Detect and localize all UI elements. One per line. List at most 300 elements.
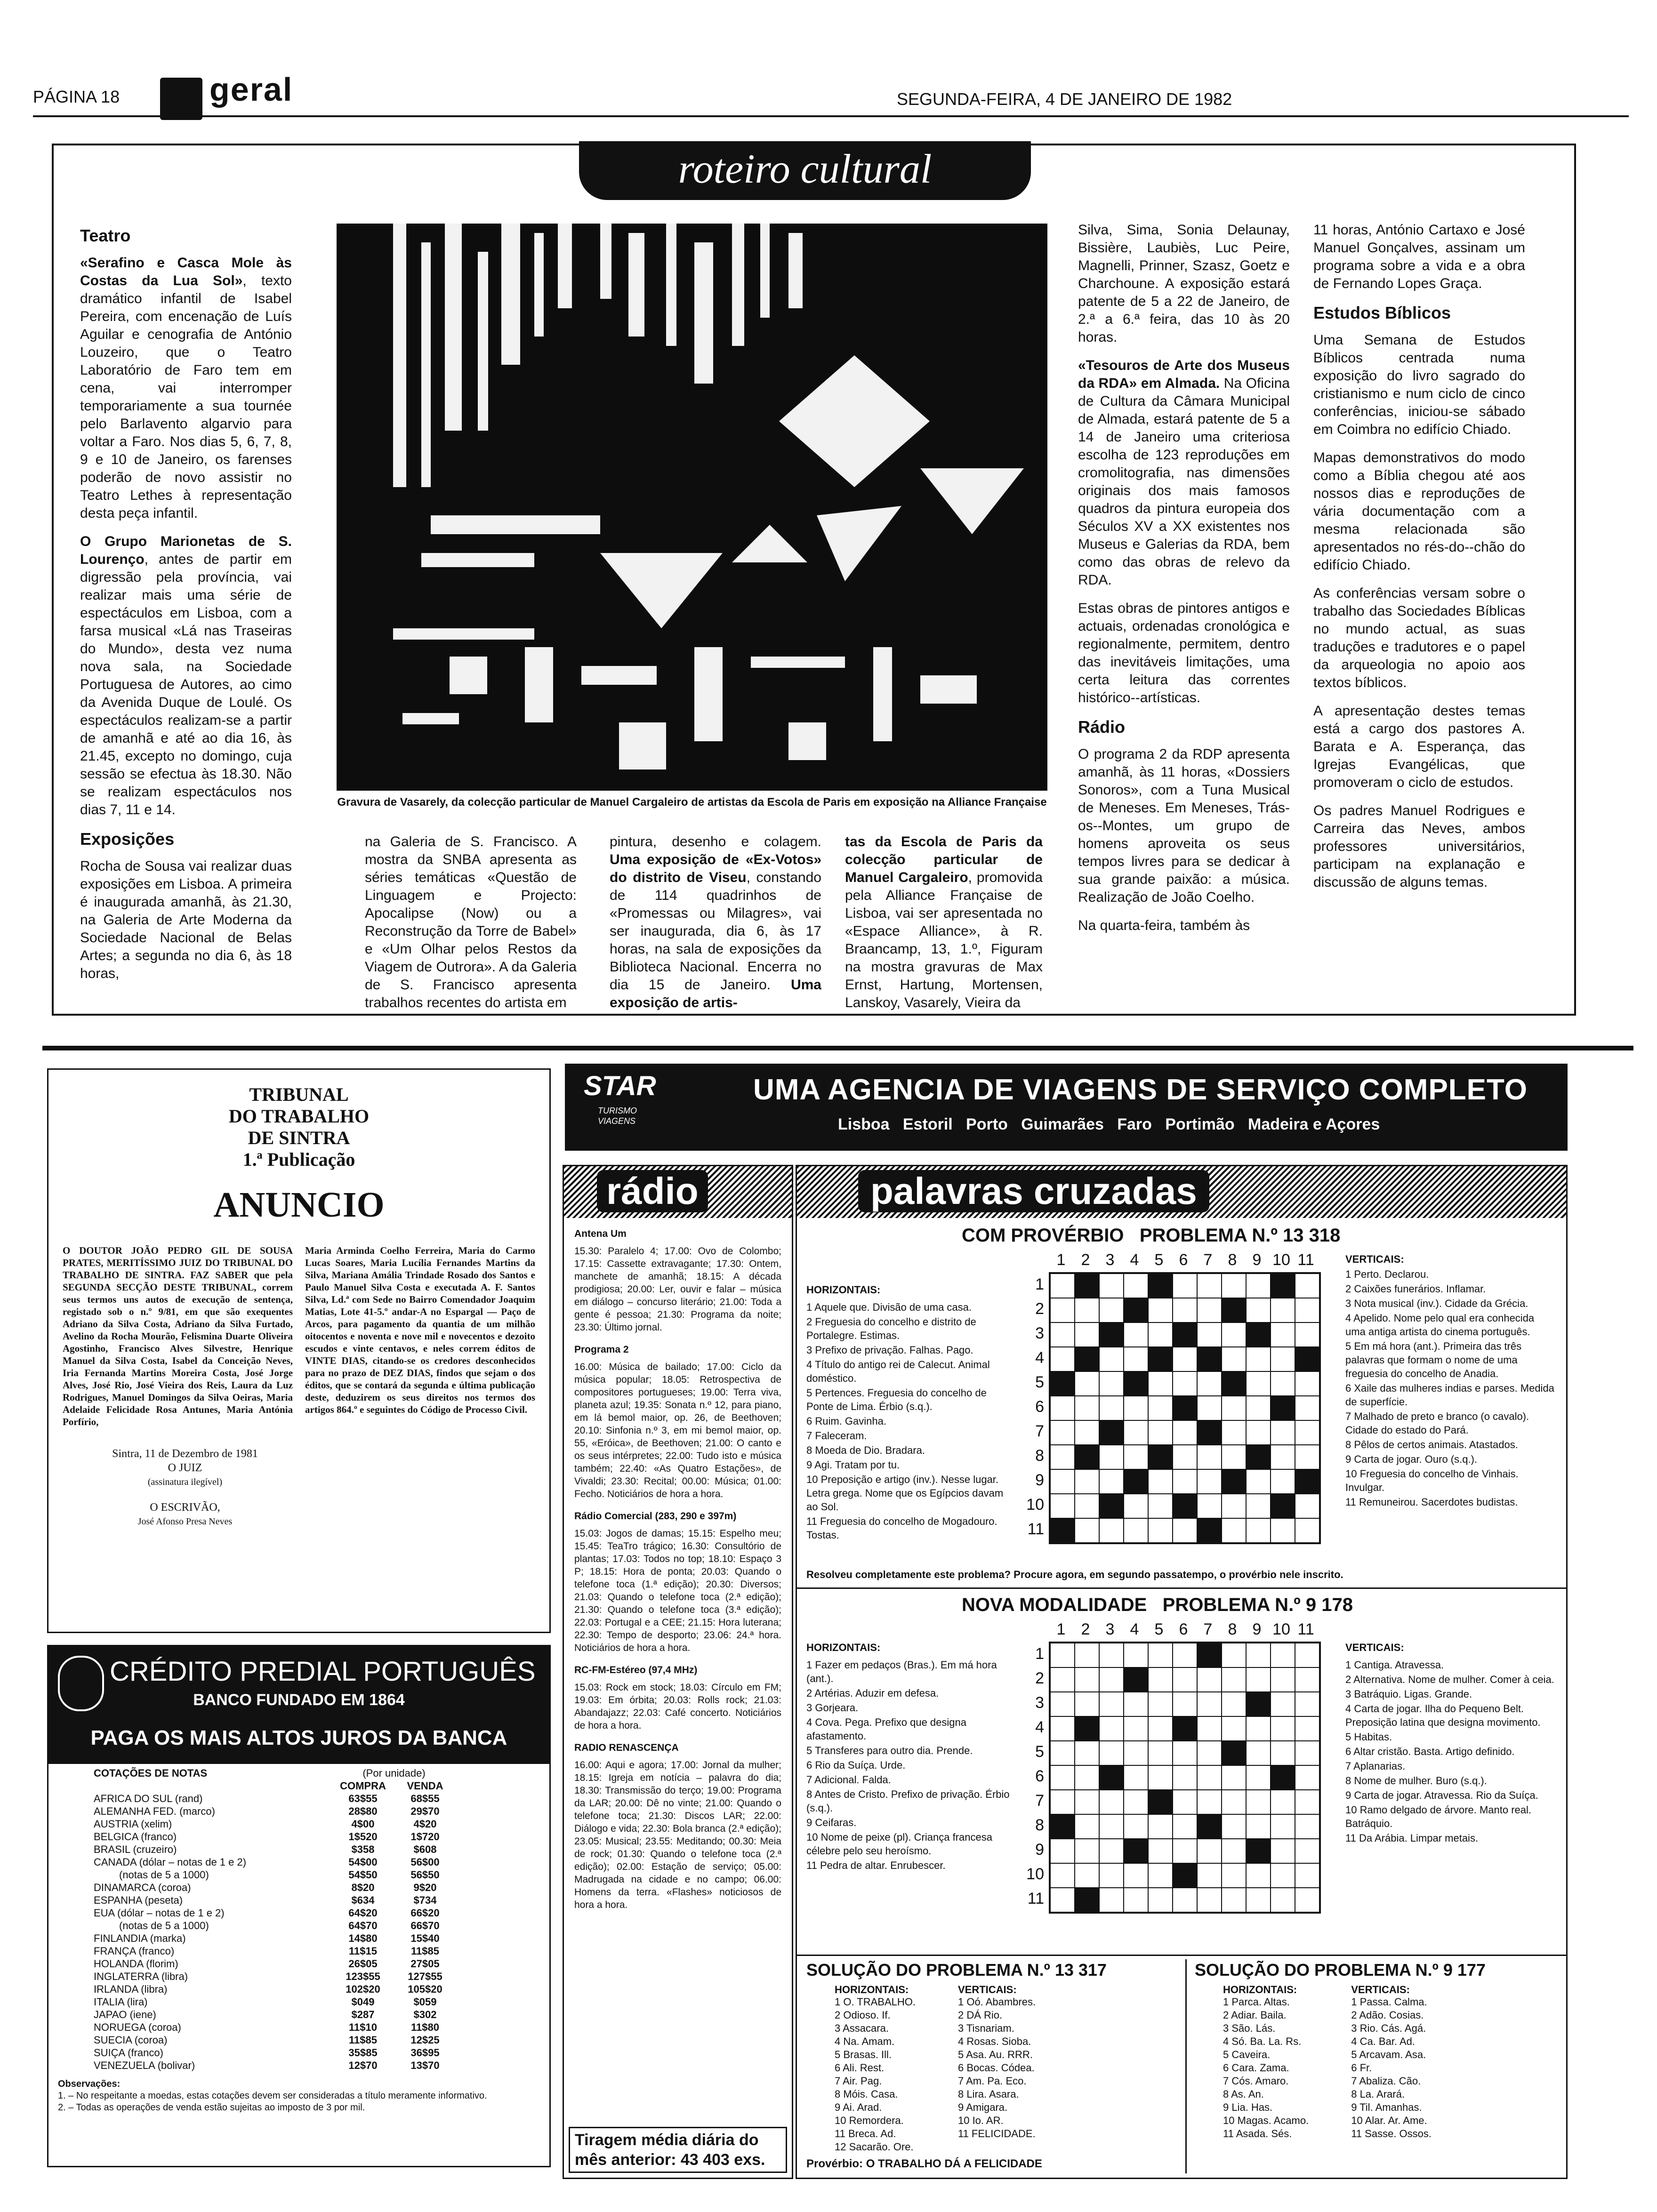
crossword-cell[interactable] [1271, 1863, 1295, 1888]
crossword-cell[interactable] [1124, 1888, 1148, 1912]
p2-rownum-3: 3 [1035, 1694, 1044, 1712]
crossword-cell[interactable] [1246, 1741, 1271, 1765]
crossword-cell[interactable] [1295, 1494, 1319, 1518]
clue-item: 7 Aplanarias. [1345, 1760, 1406, 1772]
p2-rownum-11: 11 [1027, 1890, 1044, 1907]
teatro-title-1: «Serafino e Casca Mole às Costas da Lua Sol» [80, 255, 292, 289]
crossword-cell[interactable] [1197, 1839, 1222, 1863]
tribunal-title-2: DO TRABALHO [228, 1106, 370, 1127]
p2-rownum-7: 7 [1035, 1792, 1044, 1810]
crossword-cell[interactable] [1050, 1420, 1075, 1445]
cotacao-currency: FINLANDIA (marka) [94, 1932, 186, 1944]
crossword-cell[interactable] [1099, 1445, 1124, 1469]
crossword-cell[interactable] [1222, 1692, 1246, 1716]
solution-item: 1 Parca. Altas. [1223, 1996, 1290, 2008]
crossword-cell[interactable] [1099, 1396, 1124, 1420]
p1-colnum-6: 6 [1179, 1251, 1188, 1269]
col5-title: «Tesouros de Arte dos Museus da RDA» em Almada. [1078, 358, 1290, 391]
crossword-cell[interactable] [1271, 1741, 1295, 1765]
crossword-cell[interactable] [1271, 1322, 1295, 1347]
clue-item: 6 Altar cristão. Basta. Artigo definido. [1345, 1746, 1515, 1757]
crossword-cell[interactable] [1124, 1420, 1148, 1445]
crossword-cell[interactable] [1295, 1667, 1319, 1692]
crossword-cell[interactable] [1295, 1839, 1319, 1863]
cotacao-currency: (notas de 5 a 1000) [119, 1869, 209, 1881]
crossword-cell[interactable] [1246, 1371, 1271, 1396]
crossword-cell[interactable] [1050, 1396, 1075, 1420]
crossword-cell[interactable] [1075, 1371, 1099, 1396]
crossword-cell[interactable] [1295, 1420, 1319, 1445]
clue-item: 2 Alternativa. Nome de mulher. Comer à ceia. [1345, 1674, 1554, 1685]
crossword-cell[interactable] [1173, 1888, 1197, 1912]
credito-predial-ad [47, 1645, 551, 2167]
crossword-cell[interactable] [1271, 1420, 1295, 1445]
crossword-cell[interactable] [1124, 1396, 1148, 1420]
crossword-cell[interactable] [1222, 1274, 1246, 1298]
crossword-cell[interactable] [1148, 1765, 1173, 1790]
crossword-cell[interactable] [1099, 1371, 1124, 1396]
crossword-cell[interactable] [1295, 1692, 1319, 1716]
crossword-cell[interactable] [1050, 1888, 1075, 1912]
crossword-cell[interactable] [1075, 1322, 1099, 1347]
crossword-cell[interactable] [1148, 1839, 1173, 1863]
col6-paragraph-a: 11 horas, António Cartaxo e José Manuel Gonçalves, assinam um programa sobre a vida e a obra de Fernando Lopes Graça. [1313, 222, 1525, 291]
crossword-cell[interactable] [1197, 1274, 1222, 1298]
crossword-cell[interactable] [1246, 1518, 1271, 1543]
crossword-cell[interactable] [1173, 1643, 1197, 1667]
crossword-cell[interactable] [1246, 1643, 1271, 1667]
p1-colnum-7: 7 [1203, 1251, 1213, 1269]
cotacao-compra: 63$55 [348, 1793, 378, 1804]
crossword-cell[interactable] [1148, 1371, 1173, 1396]
crossword-cell[interactable] [1148, 1863, 1173, 1888]
crossword-cell[interactable] [1173, 1814, 1197, 1839]
cotacao-row [91, 1843, 456, 1856]
crossword-cell[interactable] [1271, 1814, 1295, 1839]
solution-item: 8 Móis. Casa. [835, 2088, 898, 2100]
crossword-cell[interactable] [1050, 1298, 1075, 1322]
crossword-cell[interactable] [1222, 1445, 1246, 1469]
crossword-cell[interactable] [1222, 1494, 1246, 1518]
crossword-cell[interactable] [1246, 1888, 1271, 1912]
image-caption: Gravura de Vasarely, da colecção particular de Manuel Cargaleiro de artistas da Escola de Paris em exposição na Alliance Française [337, 796, 1047, 809]
cotacao-row [91, 2008, 456, 2021]
star-headline: UMA AGENCIA DE VIAGENS DE SERVIÇO COMPLETO [753, 1074, 1528, 1106]
crossword-cell[interactable] [1148, 1692, 1173, 1716]
crossword-cell[interactable] [1295, 1716, 1319, 1741]
cotacoes-body [91, 1792, 456, 2072]
signature-escrivao-name: José Afonso Presa Neves [137, 1516, 233, 1527]
antena-um-text: 15.30: Paralelo 4; 17.00: Ovo de Colombo; 17.15: Cassette extravagante; 17.30: Ontem, manchete de amanhã; 18.15: A década prodigiosa; 20.00: Ler, ouvir e falar – música em diálogo – concurso literário; 21.00: Toda a gente é pessoa; 21.30: Programa da noite; 23.30: Último jornal. [574, 1246, 781, 1333]
crossword-cell[interactable] [1271, 1445, 1295, 1469]
crossword-cell[interactable] [1173, 1347, 1197, 1371]
crossword-cell[interactable] [1295, 1445, 1319, 1469]
crossword-cell[interactable] [1246, 1298, 1271, 1322]
crossword-cell[interactable] [1295, 1396, 1319, 1420]
problem-1-column-numbers [1049, 1251, 1318, 1269]
crossword-cell[interactable] [1246, 1347, 1271, 1371]
crossword-cell[interactable] [1197, 1322, 1222, 1347]
crossword-cell[interactable] [1050, 1765, 1075, 1790]
roteiro-banner [579, 141, 1031, 200]
solution-item: 3 Tisnariam. [957, 2022, 1014, 2034]
crossword-cell[interactable] [1271, 1839, 1295, 1863]
crossword-cell[interactable] [1197, 1371, 1222, 1396]
crossword-cell[interactable] [1197, 1396, 1222, 1420]
renascenca-heading: RADIO RENASCENÇA [574, 1742, 679, 1753]
p2-divider [797, 1955, 1566, 1956]
crossword-cell[interactable] [1295, 1643, 1319, 1667]
cotacao-compra: 64$20 [348, 1907, 378, 1919]
crossword-cell[interactable] [1246, 1863, 1271, 1888]
crossword-cell[interactable] [1173, 1445, 1197, 1469]
crossword-cell[interactable] [1222, 1643, 1246, 1667]
crossword-cell[interactable] [1173, 1839, 1197, 1863]
crossword-cell[interactable] [1197, 1888, 1222, 1912]
crossword-cell[interactable] [1173, 1790, 1197, 1814]
crossword-cell[interactable] [1050, 1643, 1075, 1667]
credito-name: CRÉDITO PREDIAL PORTUGUÊS [110, 1656, 536, 1687]
crossword-cell[interactable] [1222, 1396, 1246, 1420]
crossword-cell[interactable] [1246, 1667, 1271, 1692]
crossword-cell[interactable] [1148, 1469, 1173, 1494]
star-brand: STAR [584, 1071, 656, 1101]
clue-item: 9 Ceifaras. [806, 1817, 857, 1828]
cotacao-venda: $734 [413, 1894, 437, 1906]
crossword-cell[interactable] [1222, 1322, 1246, 1347]
cotacoes-notes [58, 2078, 540, 2114]
p2-rownum-6: 6 [1035, 1767, 1044, 1785]
crossword-cell[interactable] [1222, 1347, 1246, 1371]
p1-verticais-clues [1345, 1267, 1557, 1510]
crossword-cell[interactable] [1075, 1790, 1099, 1814]
crossword-grid-1[interactable] [1049, 1272, 1321, 1544]
crossword-cell[interactable] [1050, 1839, 1075, 1863]
crossword-cell[interactable] [1271, 1667, 1295, 1692]
crossword-cell[interactable] [1148, 1667, 1173, 1692]
p2-colnum-2: 2 [1081, 1620, 1090, 1638]
crossword-grid-2[interactable] [1049, 1642, 1321, 1914]
crossword-cell[interactable] [1124, 1347, 1148, 1371]
p1-rownum-1: 1 [1035, 1275, 1044, 1293]
crossword-cell[interactable] [1050, 1445, 1075, 1469]
crossword-cell[interactable] [1148, 1396, 1173, 1420]
crossword-cell[interactable] [1222, 1839, 1246, 1863]
crossword-cell[interactable] [1099, 1298, 1124, 1322]
heading-radio: Rádio [1078, 717, 1126, 737]
p1-rownum-4: 4 [1035, 1349, 1044, 1367]
crossword-cell[interactable] [1148, 1814, 1173, 1839]
crossword-cell[interactable] [1050, 1322, 1075, 1347]
crossword-cell[interactable] [1173, 1765, 1197, 1790]
cotacao-venda: 15$40 [410, 1932, 440, 1944]
cotacao-currency: SUECIA (coroa) [94, 2034, 168, 2046]
crossword-cell[interactable] [1246, 1420, 1271, 1445]
crossword-cell[interactable] [1099, 1741, 1124, 1765]
crossword-cell[interactable] [1271, 1469, 1295, 1494]
solution-item: 9 Ai. Arad. [835, 2101, 882, 2113]
cotacoes-compra-header: COMPRA [340, 1780, 386, 1792]
crossword-cell[interactable] [1295, 1888, 1319, 1912]
p1-rownum-5: 5 [1035, 1373, 1044, 1391]
crossword-cell[interactable] [1246, 1469, 1271, 1494]
col5-paragraph-e: Na quarta-feira, também às [1078, 918, 1250, 933]
black-cell [1099, 1322, 1124, 1347]
crossword-cell[interactable] [1173, 1298, 1197, 1322]
crossword-cell[interactable] [1222, 1420, 1246, 1445]
crossword-cell[interactable] [1050, 1790, 1075, 1814]
crossword-cell[interactable] [1124, 1322, 1148, 1347]
crossword-cell[interactable] [1124, 1716, 1148, 1741]
crossword-cell[interactable] [1173, 1469, 1197, 1494]
crossword-cell[interactable] [1197, 1667, 1222, 1692]
crossword-cell[interactable] [1148, 1322, 1173, 1347]
rc-fm-text: 15.03: Rock em stock; 18.03: Círculo em FM; 19.03: Em órbita; 20.03: Rolls rock; 21.03: Abandajazz; 22.03: Café concerto. Noticiários de hora a hora. [574, 1682, 781, 1731]
crossword-cell[interactable] [1050, 1741, 1075, 1765]
cotacao-compra: 123$55 [346, 1971, 380, 1982]
col6-paragraph-f: Os padres Manuel Rodrigues e Carreira das Neves, ambos professores universitários, participam na explanação e discussão de alguns temas. [1313, 803, 1525, 890]
renascenca-text: 16.00: Aqui e agora; 17.00: Jornal da mulher; 18.15: Igreja em notícia – palavra do dia; 18.30: Transmissão do terço; 19.00: Programa da LAR; 20.00: Dê no vinte; 21.00: Quando o telefone toca; 21.30: Discos LAR; 22.00: Diálogo e vida; 22.30: Bola branca (2.ª edição); 23.05: Musical; 23.55: Meditando; 00.30: Meia de rock; 01.30: Quando o telefone toca (2.ª edição); 02.00: Estação de serviço; 05.00: Madrugada na cidade e no campo; 06.00: Homens da terra. «Flashes» noticiosos de hora a hora. [574, 1760, 781, 1910]
cotacao-venda: 105$20 [408, 1983, 442, 1995]
crossword-cell[interactable] [1099, 1692, 1124, 1716]
crossword-cell[interactable] [1099, 1839, 1124, 1863]
crossword-cell[interactable] [1271, 1643, 1295, 1667]
crossword-cell[interactable] [1050, 1863, 1075, 1888]
crossword-cell[interactable] [1099, 1863, 1124, 1888]
crossword-cell[interactable] [1099, 1790, 1124, 1814]
crossword-cell[interactable] [1222, 1765, 1246, 1790]
radio-comercial-text: 15.03: Jogos de damas; 15.15: Espelho meu; 15.45: TeaTro trágico; 16.30: Consultório de plantas; 17.03: Todos no top; 18.10: Espaço 3 P; 18.15: Hora de ponta; 20.03: Quando o telefone toca (1.ª edição); 20.30: Diversos; 21.03: Quando o telefone toca (2.ª edição); 21.30: Quando o telefone toca (3.ª edição); 22.03: Portugal e a CEE; 21.15: Hora luterana; 22.30: Tempo de desporto; 23.06: 24.ª hora. Noticiários de hora a hora. [574, 1528, 781, 1653]
crossword-cell[interactable] [1075, 1667, 1099, 1692]
p2-colnum-8: 8 [1228, 1620, 1237, 1638]
solution-item: 6 Cara. Zama. [1223, 2062, 1289, 2074]
crossword-cell[interactable] [1295, 1741, 1319, 1765]
crossword-cell[interactable] [1173, 1274, 1197, 1298]
p1-colnum-1: 1 [1056, 1251, 1066, 1269]
crossword-cell[interactable] [1075, 1298, 1099, 1322]
crossword-cell[interactable] [1075, 1469, 1099, 1494]
crossword-cell[interactable] [1099, 1716, 1124, 1741]
clue-item: 6 Xaile das mulheres indias e parses. Medida de superfície. [1345, 1382, 1554, 1408]
crossword-cell[interactable] [1148, 1298, 1173, 1322]
crossword-cell[interactable] [1295, 1274, 1319, 1298]
cotacao-row [91, 1818, 456, 1830]
crossword-cell[interactable] [1295, 1298, 1319, 1322]
crossword-cell[interactable] [1124, 1790, 1148, 1814]
crossword-cell[interactable] [1148, 1643, 1173, 1667]
crossword-cell[interactable] [1222, 1790, 1246, 1814]
solution-1 [802, 1959, 1187, 2173]
crossword-cell[interactable] [1271, 1371, 1295, 1396]
crossword-cell[interactable] [1271, 1347, 1295, 1371]
credito-founded: BANCO FUNDADO EM 1864 [193, 1691, 405, 1709]
solution-item: 6 Bocas. Códea. [957, 2062, 1035, 2074]
crossword-cell[interactable] [1197, 1445, 1222, 1469]
cotacao-currency: ALEMANHA FED. (marco) [94, 1805, 215, 1817]
page-date: SEGUNDA-FEIRA, 4 DE JANEIRO DE 1982 [897, 89, 1232, 109]
cotacao-compra: 26$05 [348, 1958, 378, 1970]
crossword-cell[interactable] [1197, 1494, 1222, 1518]
crossword-cell[interactable] [1075, 1814, 1099, 1839]
crossword-cell[interactable] [1173, 1518, 1197, 1543]
crossword-cell[interactable] [1295, 1518, 1319, 1543]
crossword-cell[interactable] [1075, 1765, 1099, 1790]
crossword-cell[interactable] [1222, 1888, 1246, 1912]
crossword-cell[interactable] [1148, 1420, 1173, 1445]
solution-item: 2 Odioso. If. [835, 2009, 891, 2021]
crossword-cell[interactable] [1246, 1396, 1271, 1420]
crossword-cell[interactable] [1271, 1790, 1295, 1814]
crossword-cell[interactable] [1173, 1371, 1197, 1396]
crossword-cell[interactable] [1295, 1765, 1319, 1790]
col5-paragraph-c: Estas obras de pintores antigos e actuais, ordenadas cronológica e regionalmente, permitem, dentro das inevitáveis limitações, uma certa leitura das correntes histórico--artísticas. [1078, 601, 1290, 705]
crossword-cell[interactable] [1197, 1469, 1222, 1494]
crossword-cell[interactable] [1197, 1790, 1222, 1814]
crossword-cell[interactable] [1173, 1741, 1197, 1765]
crossword-cell[interactable] [1246, 1814, 1271, 1839]
crossword-cell[interactable] [1295, 1790, 1319, 1814]
crossword-cell[interactable] [1124, 1692, 1148, 1716]
crossword-cell[interactable] [1124, 1814, 1148, 1839]
crossword-cell[interactable] [1124, 1274, 1148, 1298]
crossword-cell[interactable] [1124, 1863, 1148, 1888]
crossword-cell[interactable] [1050, 1469, 1075, 1494]
crossword-cell[interactable] [1050, 1716, 1075, 1741]
rc-fm-heading: RC-FM-Estéreo (97,4 MHz) [574, 1665, 698, 1675]
crossword-cell[interactable] [1050, 1347, 1075, 1371]
clue-item: 8 Antes de Cristo. Prefixo de privação. Érbio (s.q.). [806, 1788, 1010, 1814]
roteiro-col-5 [1078, 221, 1290, 945]
crossword-cell[interactable] [1124, 1741, 1148, 1765]
crossword-cell[interactable] [1246, 1274, 1271, 1298]
crossword-cell[interactable] [1271, 1888, 1295, 1912]
crossword-cell[interactable] [1099, 1469, 1124, 1494]
crossword-cell[interactable] [1050, 1274, 1075, 1298]
sol1-verticais-heading: VERTICAIS: [957, 1984, 1017, 1996]
crossword-cell[interactable] [1197, 1863, 1222, 1888]
crossword-cell[interactable] [1099, 1643, 1124, 1667]
crossword-cell[interactable] [1075, 1741, 1099, 1765]
crossword-cell[interactable] [1075, 1839, 1099, 1863]
crossword-cell[interactable] [1295, 1863, 1319, 1888]
crossword-cell[interactable] [1246, 1494, 1271, 1518]
crossword-cell[interactable] [1222, 1667, 1246, 1692]
crossword-cell[interactable] [1295, 1371, 1319, 1396]
solution-item: 7 Air. Pag. [835, 2075, 882, 2087]
cotacao-compra: 11$10 [349, 2021, 377, 2033]
black-cell [1271, 1396, 1295, 1420]
crossword-cell[interactable] [1197, 1741, 1222, 1765]
cotacao-currency: VENEZUELA (bolivar) [94, 2060, 195, 2071]
black-cell [1197, 1347, 1222, 1371]
crossword-cell[interactable] [1050, 1494, 1075, 1518]
crossword-cell[interactable] [1124, 1518, 1148, 1543]
p2-rownum-9: 9 [1035, 1841, 1044, 1859]
crossword-cell[interactable] [1271, 1518, 1295, 1543]
tribunal-notice [47, 1068, 551, 1633]
solution-item: 12 Sacarão. Ore. [835, 2141, 914, 2153]
clue-item: 5 Pertences. Freguesia do concelho de Ponte de Lima. Érbio (s.q.). [806, 1387, 987, 1412]
crossword-cell[interactable] [1271, 1692, 1295, 1716]
crossword-cell[interactable] [1222, 1814, 1246, 1839]
crossword-cell[interactable] [1246, 1716, 1271, 1741]
crossword-cell[interactable] [1099, 1667, 1124, 1692]
cotacao-row [91, 1996, 456, 2008]
solution-item: 2 DÁ Rio. [957, 2009, 1003, 2021]
crossword-cell[interactable] [1148, 1494, 1173, 1518]
crossword-cell[interactable] [1295, 1322, 1319, 1347]
crossword-cell[interactable] [1075, 1692, 1099, 1716]
crossword-cell[interactable] [1197, 1692, 1222, 1716]
crossword-cell[interactable] [1173, 1692, 1197, 1716]
black-cell [1173, 1322, 1197, 1347]
crossword-cell[interactable] [1148, 1518, 1173, 1543]
crossword-cell[interactable] [1222, 1518, 1246, 1543]
crossword-cell[interactable] [1173, 1667, 1197, 1692]
clue-item: 7 Adicional. Falda. [806, 1774, 891, 1786]
crossword-cell[interactable] [1050, 1667, 1075, 1692]
crossword-cell[interactable] [1197, 1716, 1222, 1741]
crossword-cell[interactable] [1246, 1790, 1271, 1814]
crossword-cell[interactable] [1075, 1643, 1099, 1667]
cotacao-currency: AUSTRIA (xelim) [94, 1818, 172, 1830]
crossword-cell[interactable] [1246, 1765, 1271, 1790]
note-1: 1. – No respeitante a moedas, estas cotações devem ser consideradas a título meramente informativo. [58, 2091, 487, 2101]
crossword-cell[interactable] [1148, 1716, 1173, 1741]
crossword-cell[interactable] [1222, 1716, 1246, 1741]
star-travel-ad [565, 1064, 1568, 1151]
problem-2-title: NOVA MODALIDADE PROBLEMA N.º 9 178 [962, 1595, 1353, 1615]
crossword-cell[interactable] [1124, 1445, 1148, 1469]
crossword-cell[interactable] [1075, 1863, 1099, 1888]
crossword-cell[interactable] [1075, 1396, 1099, 1420]
crossword-cell[interactable] [1148, 1888, 1173, 1912]
crossword-cell[interactable] [1075, 1518, 1099, 1543]
cotacao-compra: 12$70 [348, 2060, 378, 2071]
crossword-cell[interactable] [1075, 1420, 1099, 1445]
crossword-cell[interactable] [1222, 1863, 1246, 1888]
crossword-cell[interactable] [1099, 1347, 1124, 1371]
crossword-cell[interactable] [1099, 1274, 1124, 1298]
p2-rownum-5: 5 [1035, 1743, 1044, 1761]
p1-colnum-9: 9 [1252, 1251, 1262, 1269]
cotacao-row [91, 1919, 456, 1932]
solution-item: 4 Ca. Bar. Ad. [1351, 2036, 1415, 2047]
crossword-cell[interactable] [1124, 1765, 1148, 1790]
crossword-cell[interactable] [1124, 1494, 1148, 1518]
crossword-cell[interactable] [1050, 1692, 1075, 1716]
p1-verticais-heading: VERTICAIS: [1345, 1253, 1404, 1265]
teatro-paragraph-1 [80, 254, 292, 522]
crossword-cell[interactable] [1197, 1765, 1222, 1790]
crossword-cell[interactable] [1148, 1741, 1173, 1765]
crossword-cell[interactable] [1271, 1716, 1295, 1741]
crossword-cell[interactable] [1295, 1814, 1319, 1839]
crossword-cell[interactable] [1197, 1298, 1222, 1322]
proverbio: Provérbio: O TRABALHO DÁ A FELICIDADE [806, 2157, 1042, 2170]
crossword-cell[interactable] [1173, 1420, 1197, 1445]
black-cell [1246, 1839, 1271, 1863]
crossword-cell[interactable] [1099, 1814, 1124, 1839]
crossword-cell[interactable] [1099, 1888, 1124, 1912]
crossword-cell[interactable] [1271, 1298, 1295, 1322]
p1-note: Resolveu completamente este problema? Procure agora, em segundo passatempo, o provérbio nele inscrito. [806, 1569, 1343, 1580]
crossword-cell[interactable] [1075, 1494, 1099, 1518]
p2-colnum-11: 11 [1297, 1620, 1314, 1638]
crossword-cell[interactable] [1124, 1643, 1148, 1667]
cotacao-row [91, 1830, 456, 1843]
crossword-cell[interactable] [1099, 1518, 1124, 1543]
